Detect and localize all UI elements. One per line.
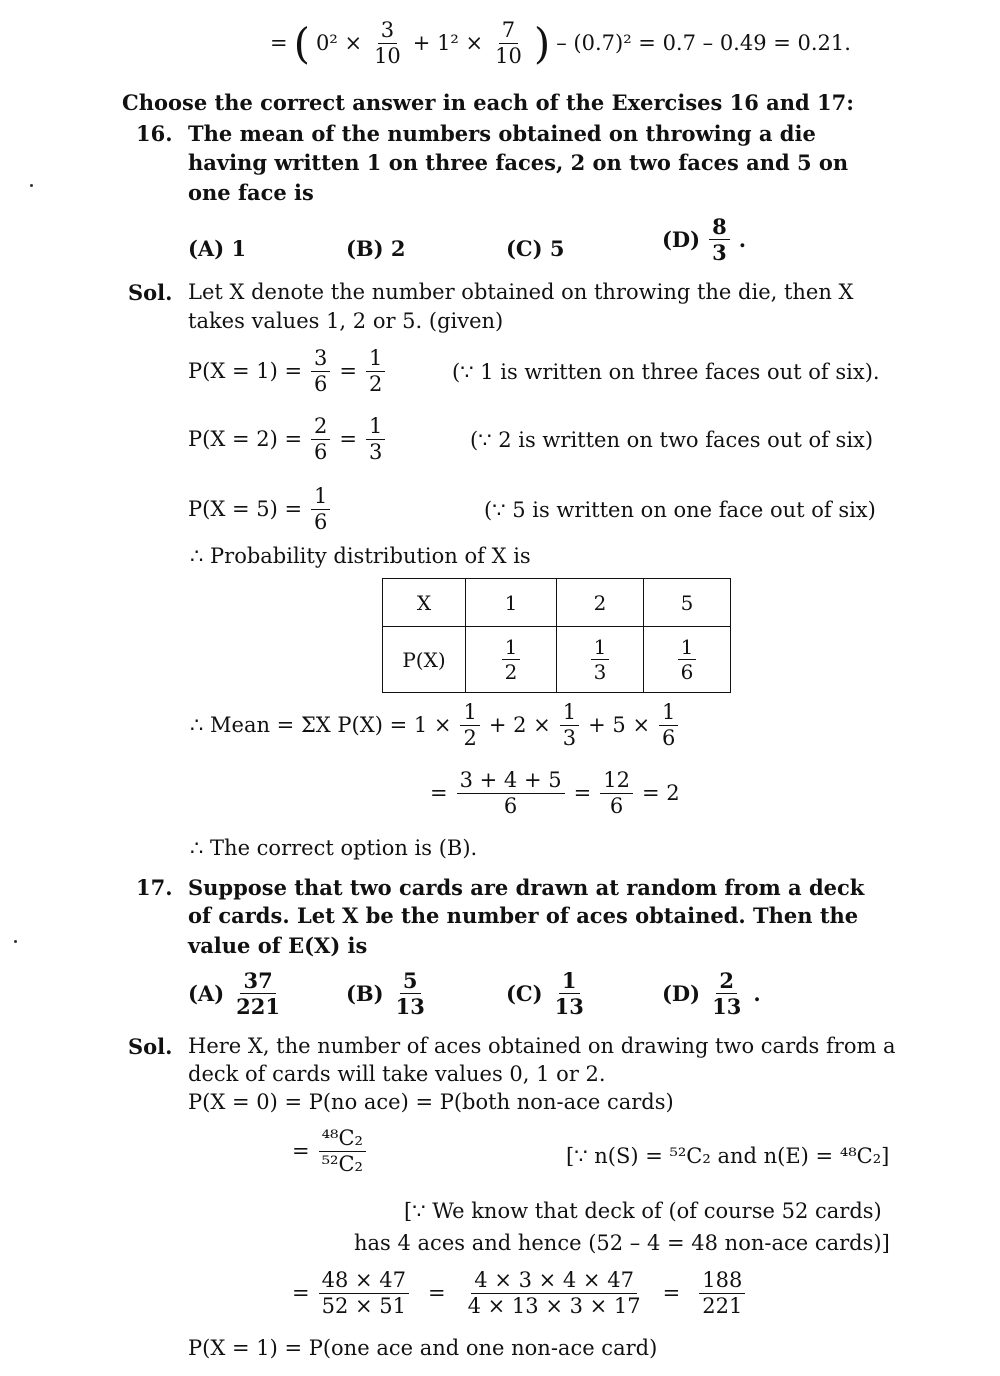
sol16-line-2: takes values 1, 2 or 5. (given) (188, 309, 504, 333)
combination-ratio: = $\frac{\text{⁴⁸C₂}}{\text{⁵²C₂}}$ (292, 1128, 369, 1175)
mean-equation-2: = $\frac{3 + 4 + 5}{6}$ = $\frac{12}{6}$ = 2 (430, 768, 680, 818)
scan-speck (14, 940, 17, 943)
fraction-3-10: $\frac{3}{10}$ (374, 18, 401, 68)
p-x-2-reason: (∵ 2 is written on two faces out of six) (470, 428, 874, 452)
q16-option-d: (D) $\frac{8}{3}$ . (662, 214, 747, 265)
table-row (383, 627, 731, 693)
table-cell: 1 (466, 579, 557, 627)
q16-line-1: The mean of the numbers obtained on throwing a die (188, 121, 816, 146)
q17-option-d: (D) $\frac{2}{13}$ . (662, 968, 761, 1019)
q17-number: 17. (136, 875, 173, 900)
left-paren: ( (293, 18, 310, 68)
sol17-label: Sol. (128, 1034, 173, 1059)
conclusion-16: ∴ The correct option is (B). (190, 836, 478, 860)
q16-number: 16. (136, 121, 173, 146)
sol17-line-1: Here X, the number of aces obtained on drawing two cards from a (188, 1034, 896, 1058)
distribution-intro: ∴ Probability distribution of X is (190, 544, 531, 568)
q17-option-c: (C) $\frac{1}{13}$ (506, 968, 584, 1019)
fraction-7-10: $\frac{7}{10}$ (495, 18, 522, 68)
table-cell: $\frac{1}{3}$ (557, 627, 644, 693)
note-line-2: has 4 aces and hence (52 – 4 = 48 non-ace cards)] (354, 1231, 890, 1255)
q17-line-1: Suppose that two cards are drawn at random from a deck (188, 875, 865, 900)
p-x-1: P(X = 1) = $\frac{3}{6}$ = $\frac{1}{2}$ (188, 348, 388, 395)
sol17-line-2: deck of cards will take values 0, 1 or 2. (188, 1062, 606, 1086)
top-equation-tail: – (0.7)² = 0.7 – 0.49 = 0.21. (556, 31, 851, 55)
p-x-5-reason: (∵ 5 is written on one face out of six) (484, 498, 876, 522)
sol16-line-1: Let X denote the number obtained on throwing the die, then X (188, 280, 854, 304)
table-head-x: X (383, 579, 466, 627)
table-cell: 5 (644, 579, 731, 627)
table-row (383, 579, 731, 627)
q16-line-2: having written 1 on three faces, 2 on two faces and 5 on (188, 150, 849, 175)
q17-line-3: value of E(X) is (188, 933, 368, 958)
q16-option-c: (C) 5 (506, 236, 565, 261)
sol17-line-3: P(X = 0) = P(no ace) = P(both non-ace cards) (188, 1090, 674, 1114)
sol17-last-line: P(X = 1) = P(one ace and one non-ace card) (188, 1336, 658, 1360)
combination-reason: [∵ n(S) = ⁵²C₂ and n(E) = ⁴⁸C₂] (566, 1144, 890, 1168)
q17-line-2: of cards. Let X be the number of aces obtained. Then the (188, 903, 859, 928)
sol16-label: Sol. (128, 280, 173, 305)
q17-option-b: (B) $\frac{5}{13}$ (346, 968, 425, 1019)
note-line-1: [∵ We know that deck of (of course 52 cards) (404, 1199, 882, 1223)
table-head-px: P(X) (383, 627, 466, 693)
table-cell: 2 (557, 579, 644, 627)
top-equation (270, 20, 851, 67)
equals-sign: = (270, 31, 288, 55)
term-2: + 1² × (412, 31, 484, 55)
scan-speck (30, 184, 33, 187)
q16-option-a: (A) 1 (188, 236, 247, 261)
p-x-1-reason: (∵ 1 is written on three faces out of six). (452, 360, 880, 384)
term-1: 0² × (316, 31, 363, 55)
instruction: Choose the correct answer in each of the Exercises 16 and 17: (122, 90, 855, 115)
p-x-2: P(X = 2) = $\frac{2}{6}$ = $\frac{1}{3}$ (188, 416, 388, 463)
probability-calculation: = $\frac{48 \times 47}{52 \times 51}$ = $\frac{4 \times 3 \times 4 \times 47}{4 \times 13 \times 3 \times 17}$ = $\frac{188}{221}$ (292, 1270, 748, 1317)
mean-equation: ∴ Mean = ΣX P(X) = 1 × $\frac{1}{2}$ + 2 × $\frac{1}{3}$ + 5 × $\frac{1}{6}$ (190, 702, 681, 749)
fraction-8-3: $\frac{8}{3}$ (709, 216, 730, 263)
right-paren: ) (533, 18, 551, 68)
probability-distribution-table (382, 578, 731, 693)
q16-option-b: (B) 2 (346, 236, 406, 261)
table-cell: $\frac{1}{2}$ (466, 627, 557, 693)
table-cell: $\frac{1}{6}$ (644, 627, 731, 693)
q16-line-3: one face is (188, 180, 314, 205)
p-x-5: P(X = 5) = $\frac{1}{6}$ (188, 486, 333, 533)
q17-option-a: (A) $\frac{37}{221}$ (188, 968, 281, 1019)
